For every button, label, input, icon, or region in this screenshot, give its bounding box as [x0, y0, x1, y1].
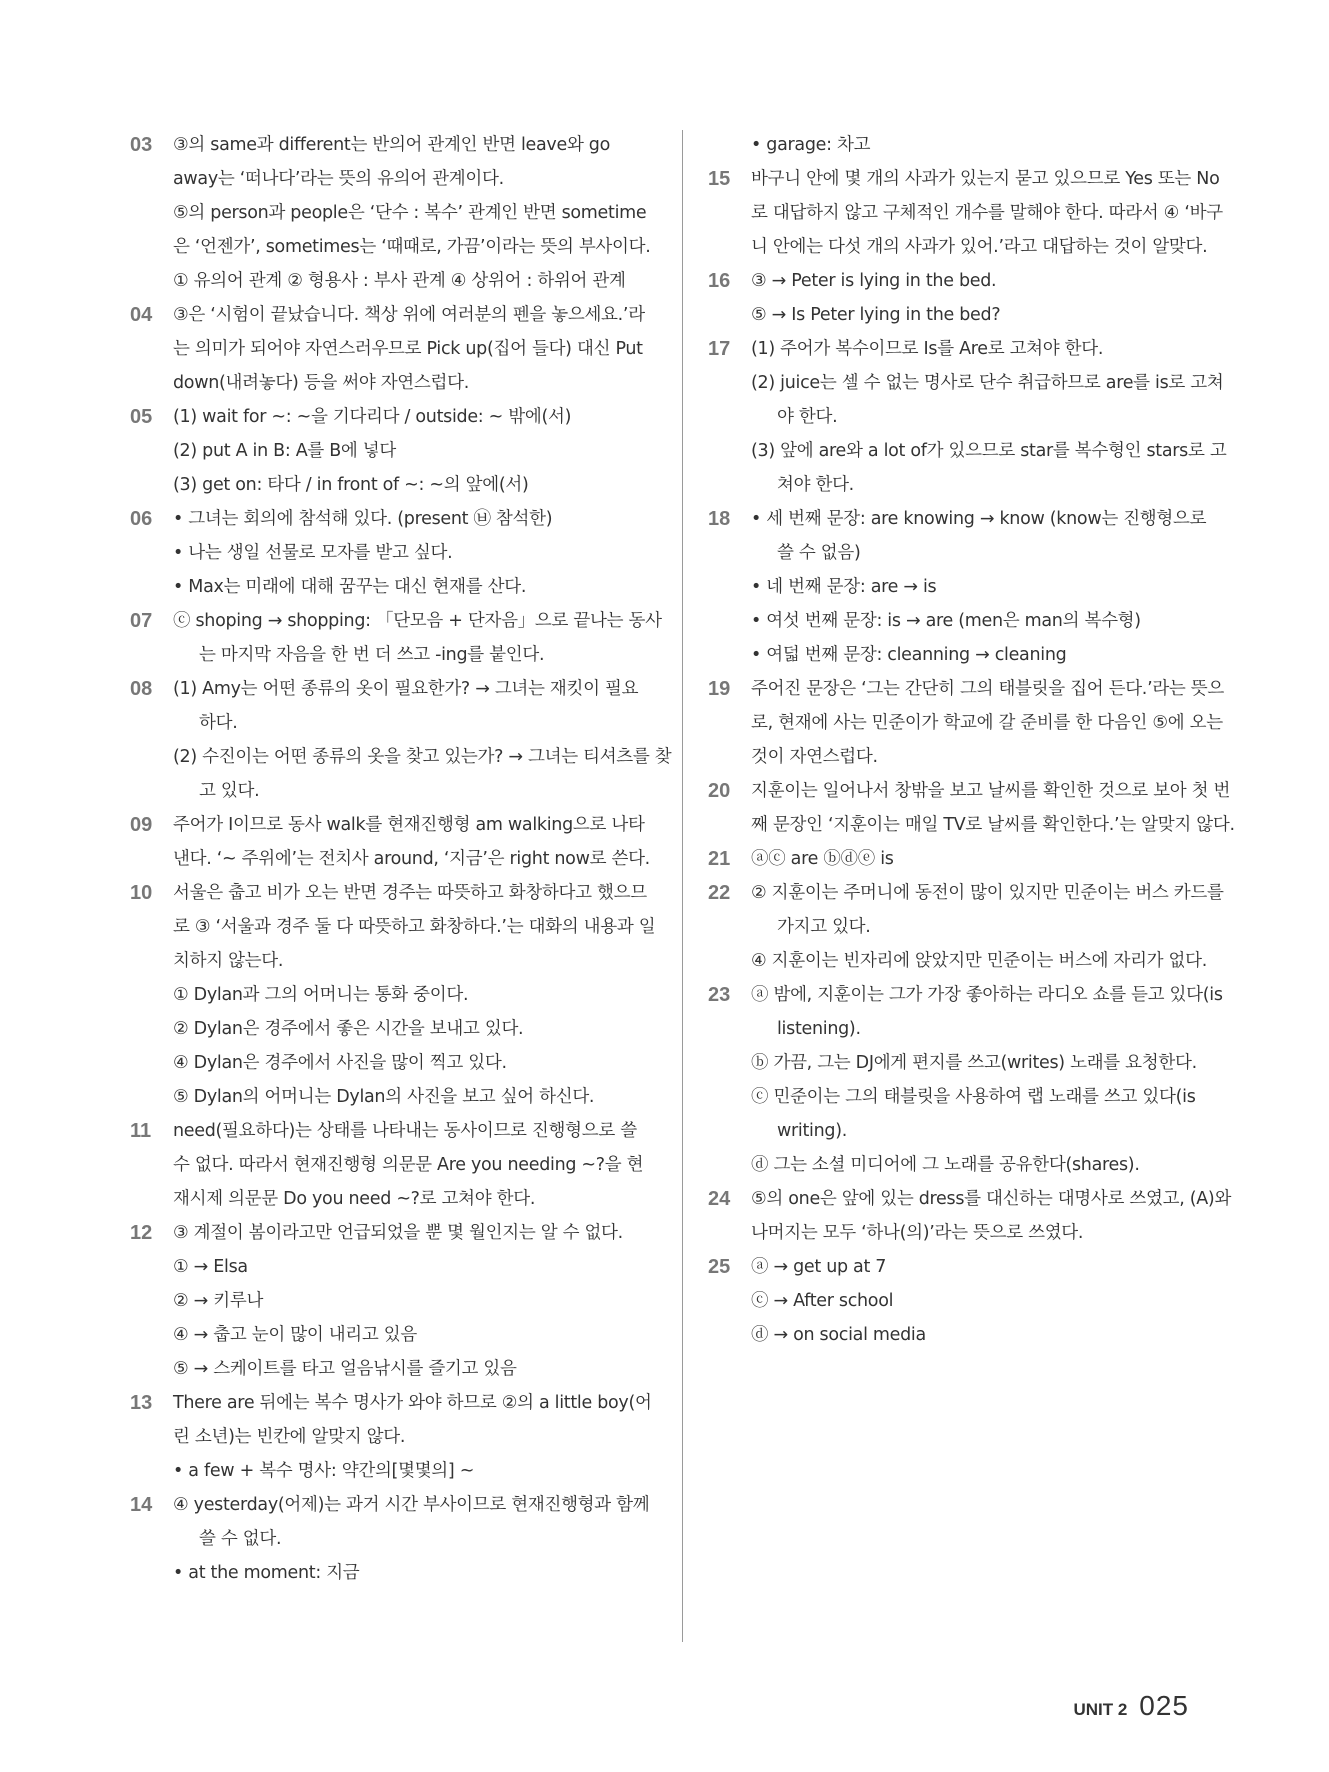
- question-number: 17: [708, 338, 731, 360]
- explanation-line: ③의 same과 different는 반의어 관계인 반면 leave와 go: [173, 135, 611, 155]
- explanation-line: • 나는 생일 선물로 모자를 받고 싶다.: [173, 543, 453, 563]
- explanation-line: ⓒ 민준이는 그의 태블릿을 사용하여 랩 노래를 쓰고 있다(is: [751, 1087, 1196, 1107]
- explanation-line: ② 지훈이는 주머니에 동전이 많이 있지만 민준이는 버스 카드를: [751, 883, 1224, 903]
- answer-item: [130, 128, 652, 298]
- answer-item: [708, 1182, 1238, 1250]
- explanation-line: ⓓ 그는 소셜 미디어에 그 노래를 공유한다(shares).: [751, 1155, 1140, 1175]
- explanation-line: (3) get on: 타다 / in front of ~: ~의 앞에(서): [173, 475, 529, 495]
- answer-item: [130, 672, 672, 808]
- column-divider: [682, 130, 683, 1642]
- explanation-line: 서울은 춥고 비가 오는 반면 경주는 따뜻하고 화창하다고 했으므: [173, 883, 647, 903]
- question-number: 22: [708, 882, 731, 904]
- explanation-line: • 여섯 번째 문장: is → are (men은 man의 복수형): [751, 611, 1141, 631]
- explanation-line: • Max는 미래에 대해 꿈꾸는 대신 현재를 산다.: [173, 577, 527, 597]
- page-footer: [1073, 1690, 1189, 1722]
- explanation-line: 은 ‘언젠가’, sometimes는 ‘때때로, 가끔’이라는 뜻의 부사이다.: [173, 237, 651, 257]
- question-number: 19: [708, 678, 731, 700]
- explanation-line: ② → 키루나: [173, 1291, 264, 1311]
- explanation-line: ① Dylan과 그의 어머니는 통화 중이다.: [173, 985, 469, 1005]
- explanation-line: 니 안에는 다섯 개의 사과가 있어.’라고 대답하는 것이 알맞다.: [751, 237, 1208, 257]
- question-number: 23: [708, 984, 731, 1006]
- question-number: 13: [130, 1392, 153, 1414]
- explanation-line: ① → Elsa: [173, 1257, 248, 1277]
- explanation-line: ⓒ shoping → shopping: 「단모음 + 단자음」으로 끝나는 동사: [173, 611, 662, 631]
- explanation-line: 로 ③ ‘서울과 경주 둘 다 따뜻하고 화창하다.’는 대화의 내용과 일: [173, 917, 656, 937]
- explanation-line: writing).: [777, 1121, 847, 1141]
- question-number: 21: [708, 848, 731, 870]
- explanation-line: (1) wait for ~: ~을 기다리다 / outside: ~ 밖에(서): [173, 407, 572, 427]
- answer-item: [130, 298, 652, 400]
- answer-item: [708, 774, 1238, 842]
- answer-item: [130, 502, 652, 604]
- question-number: 06: [130, 508, 153, 530]
- left-column: [130, 128, 672, 1590]
- page-number: 025: [1139, 1690, 1189, 1721]
- question-number: 11: [130, 1120, 152, 1142]
- explanation-line: ⑤ → Is Peter lying in the bed?: [751, 305, 1001, 325]
- explanation-line: 째 문장인 ‘지훈이는 매일 TV로 날씨를 확인한다.’는 알맞지 않다.: [751, 815, 1235, 835]
- explanation-line: ④ yesterday(어제)는 과거 시간 부사이므로 현재진행형과 함께: [173, 1495, 650, 1515]
- question-number: 03: [130, 134, 153, 156]
- answer-item: [708, 978, 1238, 1182]
- explanation-line: ⓑ 가끔, 그는 DJ에게 편지를 쓰고(writes) 노래를 요청한다.: [751, 1053, 1197, 1073]
- right-column: [708, 128, 1238, 1352]
- unit-label: UNIT 2: [1073, 1700, 1128, 1719]
- question-number: 04: [130, 304, 153, 326]
- explanation-line: away는 ‘떠나다’라는 뜻의 유의어 관계이다.: [173, 169, 504, 189]
- explanation-line: ② Dylan은 경주에서 좋은 시간을 보내고 있다.: [173, 1019, 524, 1039]
- answer-item: [708, 162, 1238, 264]
- explanation-line: 쓸 수 없다.: [199, 1529, 282, 1549]
- explanation-line: 수 없다. 따라서 현재진행형 의문문 Are you needing ~?을 현: [173, 1155, 644, 1175]
- explanation-line: • at the moment: 지금: [173, 1563, 360, 1583]
- explanation-line: 쓸 수 없음): [777, 543, 861, 563]
- explanation-line: There are 뒤에는 복수 명사가 와야 하므로 ②의 a little boy(어: [173, 1393, 652, 1413]
- explanation-line: ⓓ → on social media: [751, 1325, 926, 1345]
- explanation-line: ⑤의 person과 people은 ‘단수 : 복수’ 관계인 반면 sometime: [173, 203, 647, 223]
- question-number: 10: [130, 882, 153, 904]
- explanation-line: ① 유의어 관계 ② 형용사 : 부사 관계 ④ 상위어 : 하위어 관계: [173, 271, 626, 291]
- explanation-line: • a few + 복수 명사: 약간의[몇몇의] ~: [173, 1461, 475, 1481]
- explanation-line: 린 소년)는 빈칸에 알맞지 않다.: [173, 1427, 406, 1447]
- explanation-line: ④ Dylan은 경주에서 사진을 많이 찍고 있다.: [173, 1053, 507, 1073]
- explanation-line: 낸다. ‘~ 주위에’는 전치사 around, ‘지금’은 right now로 쓴다.: [173, 849, 650, 869]
- explanation-line: (3) 앞에 are와 a lot of가 있으므로 star를 복수형인 stars로 고: [751, 441, 1227, 461]
- answer-item: [130, 1488, 652, 1590]
- question-number: 25: [708, 1256, 731, 1278]
- explanation-line: 치하지 않는다.: [173, 951, 284, 971]
- explanation-line: listening).: [777, 1019, 861, 1039]
- answer-item: [708, 502, 1238, 672]
- answer-item: [708, 264, 1238, 332]
- explanation-line: 가지고 있다.: [777, 917, 871, 937]
- explanation-line: ③은 ‘시험이 끝났습니다. 책상 위에 여러분의 펜을 놓으세요.’라: [173, 305, 645, 325]
- explanation-line: • garage: 차고: [751, 135, 871, 155]
- explanation-line: 쳐야 한다.: [777, 475, 854, 495]
- explanation-line: 주어진 문장은 ‘그는 간단히 그의 태블릿을 집어 든다.’라는 뜻으: [751, 679, 1225, 699]
- question-number: 20: [708, 780, 731, 802]
- explanation-line: ⓐ 밤에, 지훈이는 그가 가장 좋아하는 라디오 쇼를 듣고 있다(is: [751, 985, 1223, 1005]
- question-number: 12: [130, 1222, 153, 1244]
- explanation-line: • 네 번째 문장: are → is: [751, 577, 937, 597]
- explanation-line: (2) 수진이는 어떤 종류의 옷을 찾고 있는가? → 그녀는 티셔츠를 찾: [173, 747, 672, 767]
- answer-item: [708, 876, 1238, 978]
- explanation-line: 것이 자연스럽다.: [751, 747, 878, 767]
- explanation-line: 재시제 의문문 Do you need ~?로 고쳐야 한다.: [173, 1189, 536, 1209]
- question-number: 08: [130, 678, 153, 700]
- answer-item: [130, 1216, 652, 1386]
- answer-item: [708, 332, 1238, 502]
- explanation-line: 주어가 I이므로 동사 walk를 현재진행형 am walking으로 나타: [173, 815, 645, 835]
- question-number: 09: [130, 814, 153, 836]
- answer-item: [708, 672, 1238, 774]
- answer-item: [130, 1386, 652, 1488]
- answer-item: [130, 1114, 652, 1216]
- answer-item: [130, 604, 662, 672]
- question-number: 18: [708, 508, 731, 530]
- answer-item: [708, 128, 1238, 162]
- explanation-line: (2) juice는 셀 수 없는 명사로 단수 취급하므로 are를 is로 고쳐: [751, 373, 1224, 393]
- explanation-line: ⓐⓒ are ⓑⓓⓔ is: [751, 849, 894, 869]
- explanation-line: ⑤의 one은 앞에 있는 dress를 대신하는 대명사로 쓰였고, (A)와: [751, 1189, 1232, 1209]
- explanation-line: (1) 주어가 복수이므로 Is를 Are로 고쳐야 한다.: [751, 339, 1104, 359]
- answer-item: [708, 842, 1238, 876]
- explanation-line: • 그녀는 회의에 참석해 있다. (present ㉥ 참석한): [173, 509, 553, 529]
- explanation-line: ③ 계절이 봄이라고만 언급되었을 뿐 몇 월인지는 알 수 없다.: [173, 1223, 623, 1243]
- question-number: 05: [130, 406, 153, 428]
- explanation-line: ⑤ → 스케이트를 타고 얼음낚시를 즐기고 있음: [173, 1359, 517, 1379]
- explanation-line: 하다.: [199, 713, 238, 733]
- answer-item: [130, 876, 656, 1114]
- question-number: 24: [708, 1188, 731, 1210]
- explanation-line: down(내려놓다) 등을 써야 자연스럽다.: [173, 373, 469, 393]
- explanation-line: 로 대답하지 않고 구체적인 개수를 말해야 한다. 따라서 ④ ‘바구: [751, 203, 1223, 223]
- explanation-line: 는 의미가 되어야 자연스러우므로 Pick up(집어 들다) 대신 Put: [173, 339, 643, 359]
- explanation-line: 고 있다.: [199, 781, 260, 801]
- explanation-line: • 세 번째 문장: are knowing → know (know는 진행형으로: [751, 509, 1207, 529]
- explanation-line: ⓐ → get up at 7: [751, 1257, 887, 1277]
- explanation-line: ④ → 춥고 눈이 많이 내리고 있음: [173, 1325, 417, 1345]
- answer-item: [130, 808, 652, 876]
- explanation-line: 는 마지막 자음을 한 번 더 쓰고 -ing를 붙인다.: [199, 645, 545, 665]
- question-number: 15: [708, 168, 731, 190]
- question-number: 07: [130, 610, 153, 632]
- explanation-line: (2) put A in B: A를 B에 넣다: [173, 441, 397, 461]
- explanation-line: (1) Amy는 어떤 종류의 옷이 필요한가? → 그녀는 재킷이 필요: [173, 679, 639, 699]
- explanation-line: ④ 지훈이는 빈자리에 앉았지만 민준이는 버스에 자리가 없다.: [751, 951, 1208, 971]
- answer-item: [130, 400, 652, 502]
- explanation-line: ③ → Peter is lying in the bed.: [751, 271, 997, 291]
- explanation-line: ⑤ Dylan의 어머니는 Dylan의 사진을 보고 싶어 하신다.: [173, 1087, 595, 1107]
- question-number: 14: [130, 1494, 153, 1516]
- question-number: 16: [708, 270, 731, 292]
- explanation-line: 야 한다.: [777, 407, 838, 427]
- explanation-line: 바구니 안에 몇 개의 사과가 있는지 묻고 있으므로 Yes 또는 No: [751, 169, 1220, 189]
- explanation-line: 지훈이는 일어나서 창밖을 보고 날씨를 확인한 것으로 보아 첫 번: [751, 781, 1231, 801]
- explanation-line: 로, 현재에 사는 민준이가 학교에 갈 준비를 한 다음인 ⑤에 오는: [751, 713, 1223, 733]
- explanation-line: 나머지는 모두 ‘하나(의)’라는 뜻으로 쓰였다.: [751, 1223, 1084, 1243]
- explanation-line: • 여덟 번째 문장: cleanning → cleaning: [751, 645, 1067, 665]
- explanation-line: ⓒ → After school: [751, 1291, 894, 1311]
- answer-item: [708, 1250, 1238, 1352]
- explanation-line: need(필요하다)는 상태를 나타내는 동사이므로 진행형으로 쓸: [173, 1121, 637, 1141]
